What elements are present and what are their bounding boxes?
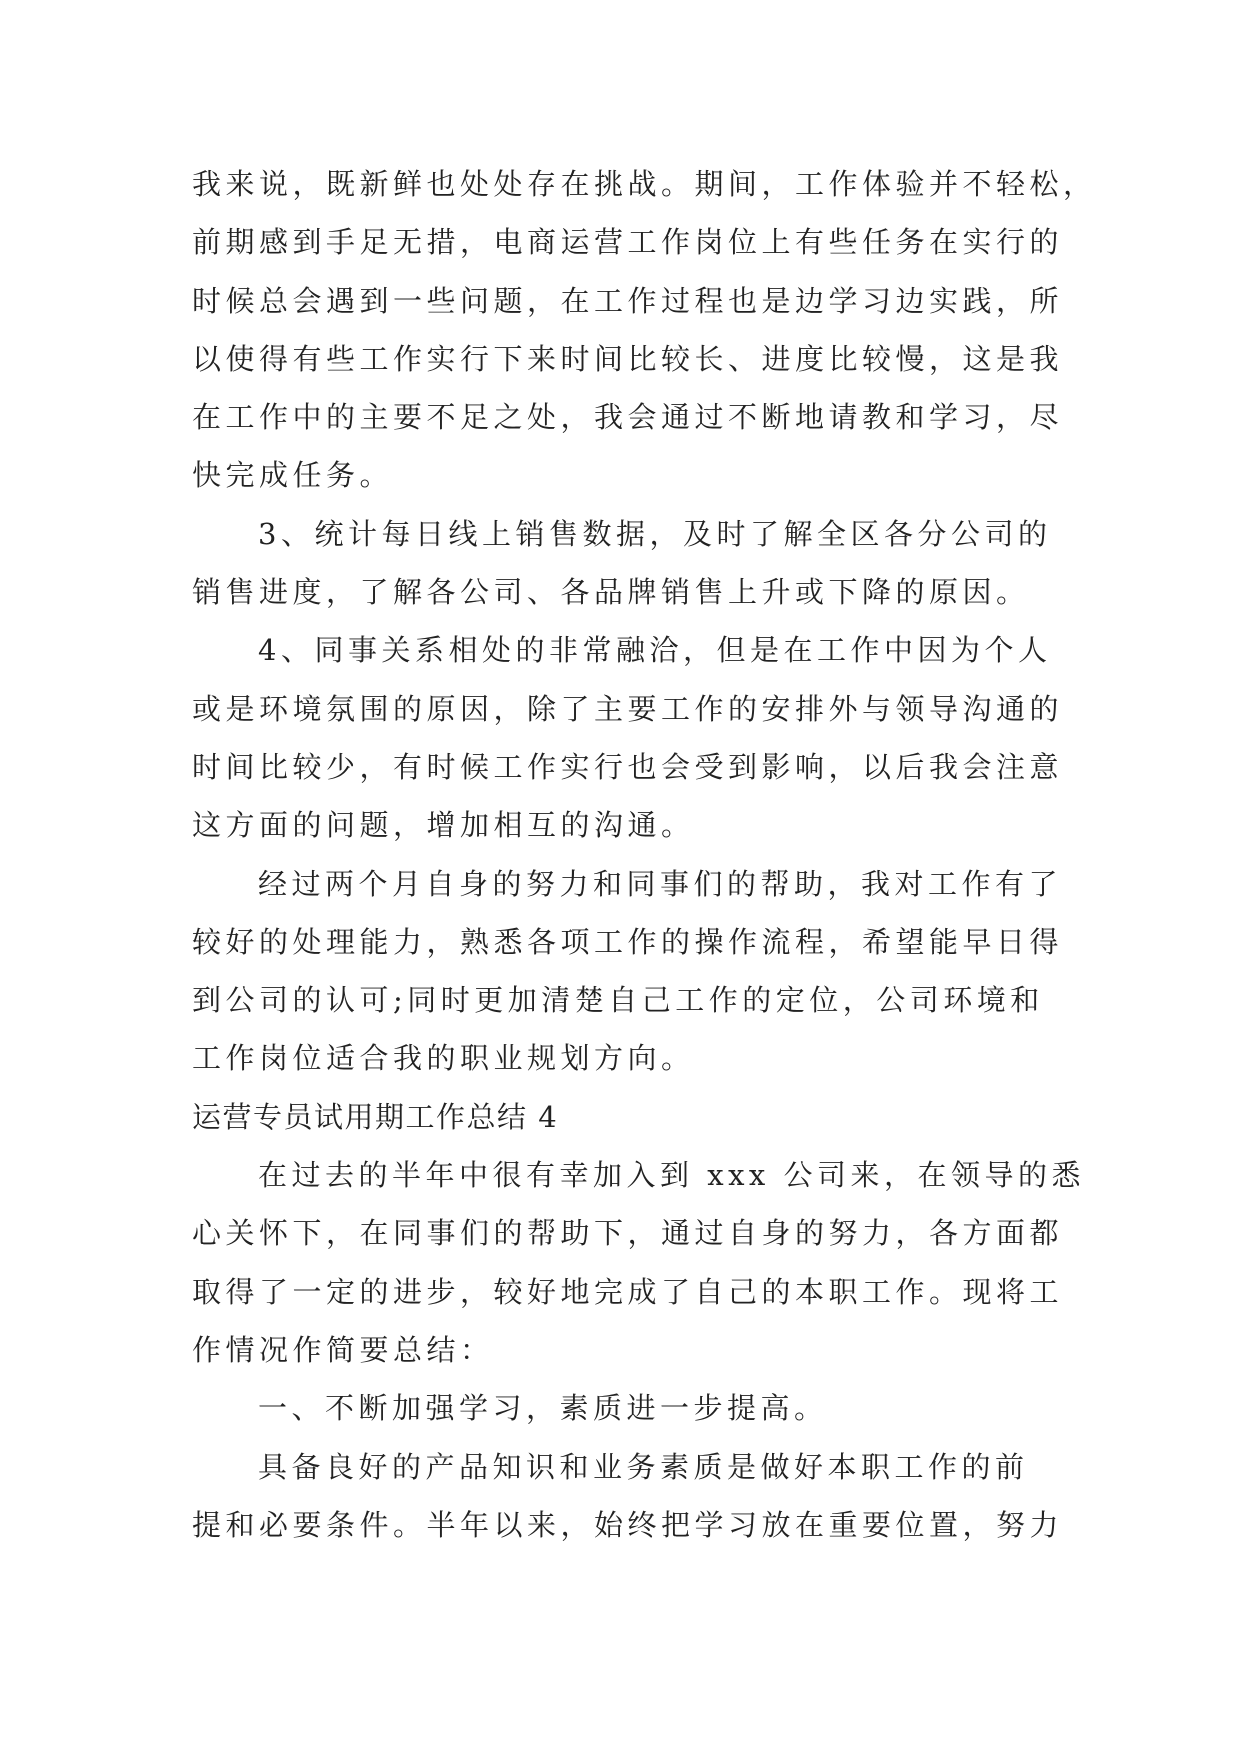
text-line: 我来说，既新鲜也处处存在挑战。期间，工作体验并不轻松， xyxy=(192,167,1097,201)
text-line: 时候总会遇到一些问题，在工作过程也是边学习边实践，所 xyxy=(192,283,1064,318)
text-line: 3、统计每日线上销售数据，及时了解全区各分公司的 xyxy=(258,516,1052,551)
text-line: 4、同事关系相处的非常融洽，但是在工作中因为个人 xyxy=(258,633,1052,668)
text-line: 这方面的问题，增加相互的沟通。 xyxy=(192,808,695,843)
text-line: 到公司的认可;同时更加清楚自己工作的定位，公司环境和 xyxy=(192,983,1044,1018)
text-line: 销售进度，了解各公司、各品牌销售上升或下降的原因。 xyxy=(192,575,1030,610)
text-line: 快完成任务。 xyxy=(192,458,394,493)
text-line: 经过两个月自身的努力和同事们的帮助，我对工作有了 xyxy=(258,866,1063,901)
text-line: 作情况作简要总结： xyxy=(192,1332,494,1367)
text-line: 或是环境氛围的原因，除了主要工作的安排外与领导沟通的 xyxy=(192,691,1064,726)
section-heading: 运营专员试用期工作总结 4 xyxy=(192,1099,559,1134)
text-line: 时间比较少，有时候工作实行也会受到影响，以后我会注意 xyxy=(192,749,1064,784)
text-line: 在过去的半年中很有幸加入到 xxx 公司来，在领导的悉 xyxy=(258,1158,1086,1193)
text-line: 具备良好的产品知识和业务素质是做好本职工作的前 xyxy=(258,1449,1029,1484)
text-line: 工作岗位适合我的职业规划方向。 xyxy=(192,1041,695,1076)
document-body xyxy=(192,155,1097,1554)
text-line: 取得了一定的进步，较好地完成了自己的本职工作。现将工 xyxy=(192,1274,1064,1309)
text-line: 在工作中的主要不足之处，我会通过不断地请教和学习，尽 xyxy=(192,400,1064,435)
text-line: 提和必要条件。半年以来，始终把学习放在重要位置，努力 xyxy=(192,1507,1064,1542)
text-line: 一、不断加强学习，素质进一步提高。 xyxy=(258,1391,828,1426)
text-line: 较好的处理能力，熟悉各项工作的操作流程，希望能早日得 xyxy=(192,924,1064,959)
text-line: 前期感到手足无措，电商运营工作岗位上有些任务在实行的 xyxy=(192,225,1064,260)
text-line: 心关怀下，在同事们的帮助下，通过自身的努力，各方面都 xyxy=(192,1216,1064,1251)
text-line: 以使得有些工作实行下来时间比较长、进度比较慢，这是我 xyxy=(192,341,1064,376)
